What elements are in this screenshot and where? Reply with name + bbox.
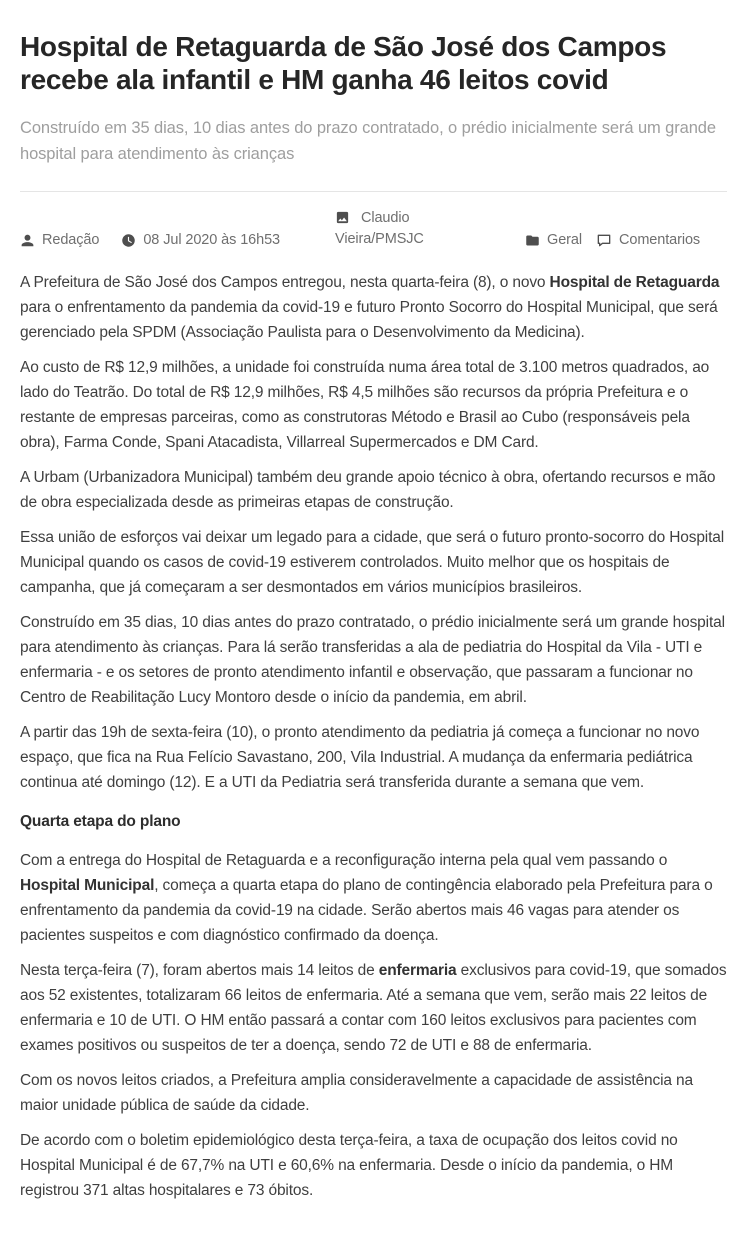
paragraph-text: , começa a quarta etapa do plano de contingência elaborado pela Prefeitura para o enfrentamento da pandemia da covid-19 na cidade. Serão abertos mais 46 vagas para atender os pacientes suspeitos e com diagnóstico confirmado da doença. (20, 877, 713, 945)
article-paragraph (20, 610, 727, 710)
article-paragraph (20, 355, 727, 455)
bold-text: Hospital de Retaguarda (549, 274, 720, 292)
clock-icon (121, 233, 136, 248)
post-author-label: Redação (42, 232, 100, 249)
paragraph-text: A Prefeitura de São José dos Campos entregou, nesta quarta-feira (8), o novo (20, 274, 550, 292)
post-category-label: Geral (547, 232, 582, 249)
post-date-label: 08 Jul 2020 às 16h53 (143, 232, 281, 249)
comments-link[interactable] (596, 230, 700, 250)
bold-text: enfermaria (378, 962, 457, 980)
paragraph-text: para o enfrentamento da pandemia da covid-19 e futuro Pronto Socorro do Hospital Municipal, que será gerenciado pela SPDM (Associação Paulista para o Desenvolvimento da Medicina). (20, 299, 718, 342)
article-subtitle: Construído em 35 dias, 10 dias antes do prazo contratado, o prédio inicialmente será um grande hospital para atendimento às crianças (20, 119, 716, 163)
paragraph-text: Construído em 35 dias, 10 dias antes do prazo contratado, o prédio inicialmente será um grande hospital para atendimento às crianças. Para lá serão transferidas a ala de pediatria do Hospital da Vila - UTI e enfermaria - e os setores de pronto atendimento infantil e observação, que passaram a funcionar no Centro de Reabilitação Lucy Montoro desde o início da pandemia, em abril. (20, 614, 725, 707)
article-paragraph (20, 720, 727, 795)
image-icon (335, 210, 350, 225)
article-paragraph (20, 848, 727, 948)
user-icon (20, 233, 35, 248)
article-paragraph (20, 1128, 727, 1203)
paragraph-text: De acordo com o boletim epidemiológico desta terça-feira, a taxa de ocupação dos leitos covid no Hospital Municipal é de 67,7% na UTI e 60,6% na enfermaria. Desde o início da pandemia, o HM registrou 371 altas hospitalares e 73 óbitos. (20, 1132, 678, 1200)
article-meta-row (20, 208, 727, 250)
comment-icon (596, 232, 612, 248)
paragraph-text: Nesta terça-feira (7), foram abertos mais 14 leitos de (20, 962, 379, 980)
paragraph-text: Ao custo de R$ 12,9 milhões, a unidade foi construída numa área total de 3.100 metros quadrados, ao lado do Teatrão. Do total de R$ 12,9 milhões, R$ 4,5 milhões são recursos da própria Prefeitura e o restante de empresas parceiras, como as construtoras Método e Brasil ao Cubo (responsáveis pela obra), Farma Conde, Spani Atacadista, Villarreal Supermercados e DM Card. (20, 359, 710, 452)
post-date (121, 230, 280, 250)
photo-credit-label: Claudio Vieira/PMSJC (335, 210, 424, 248)
paragraph-text: A Urbam (Urbanizadora Municipal) também deu grande apoio técnico à obra, ofertando recursos e mão de obra especializada desde as primeiras etapas de construção. (20, 469, 716, 512)
post-category-link[interactable] (525, 230, 582, 250)
section-heading: Quarta etapa do plano (20, 813, 181, 831)
article-body (20, 270, 727, 1203)
paragraph-text: Com os novos leitos criados, a Prefeitura amplia consideravelmente a capacidade de assistência na maior unidade pública de saúde da cidade. (20, 1072, 693, 1115)
folder-icon (525, 233, 540, 248)
post-author-link[interactable] (20, 230, 99, 250)
paragraph-text: Com a entrega do Hospital de Retaguarda e a reconfiguração interna pela qual vem passando o (20, 852, 668, 870)
article-paragraph (20, 465, 727, 515)
article-paragraph (20, 1068, 727, 1118)
bold-text: Hospital Municipal (20, 877, 155, 895)
article-paragraph (20, 270, 727, 345)
page-title: Hospital de Retaguarda de São José dos Campos recebe ala infantil e HM ganha 46 leitos covid (20, 31, 667, 96)
divider (20, 191, 727, 192)
article-paragraph (20, 525, 727, 600)
paragraph-text: A partir das 19h de sexta-feira (10), o pronto atendimento da pediatria já começa a funcionar no novo espaço, que fica na Rua Felício Savastano, 200, Vila Industrial. A mudança da enfermaria pediátrica continua até domingo (12). E a UTI da Pediatria será transferida durante a semana que vem. (20, 724, 700, 792)
paragraph-text: exclusivos para covid-19, que somados aos 52 existentes, totalizaram 66 leitos de enfermaria. Até a semana que vem, serão mais 22 leitos de enfermaria e 10 de UTI. O HM então passará a contar com 160 leitos exclusivos para pacientes com exames positivos ou suspeitos de ter a doença, sendo 72 de UTI e 88 de enfermaria. (20, 962, 727, 1055)
article-paragraph (20, 958, 727, 1058)
photo-credit (335, 208, 447, 250)
comments-label: Comentarios (618, 232, 701, 249)
paragraph-text: Essa união de esforços vai deixar um legado para a cidade, que será o futuro pronto-socorro do Hospital Municipal quando os casos de covid-19 estiverem controlados. Muito melhor que os hospitais de campanha, que já começaram a ser desmontados em vários municípios brasileiros. (20, 529, 724, 597)
